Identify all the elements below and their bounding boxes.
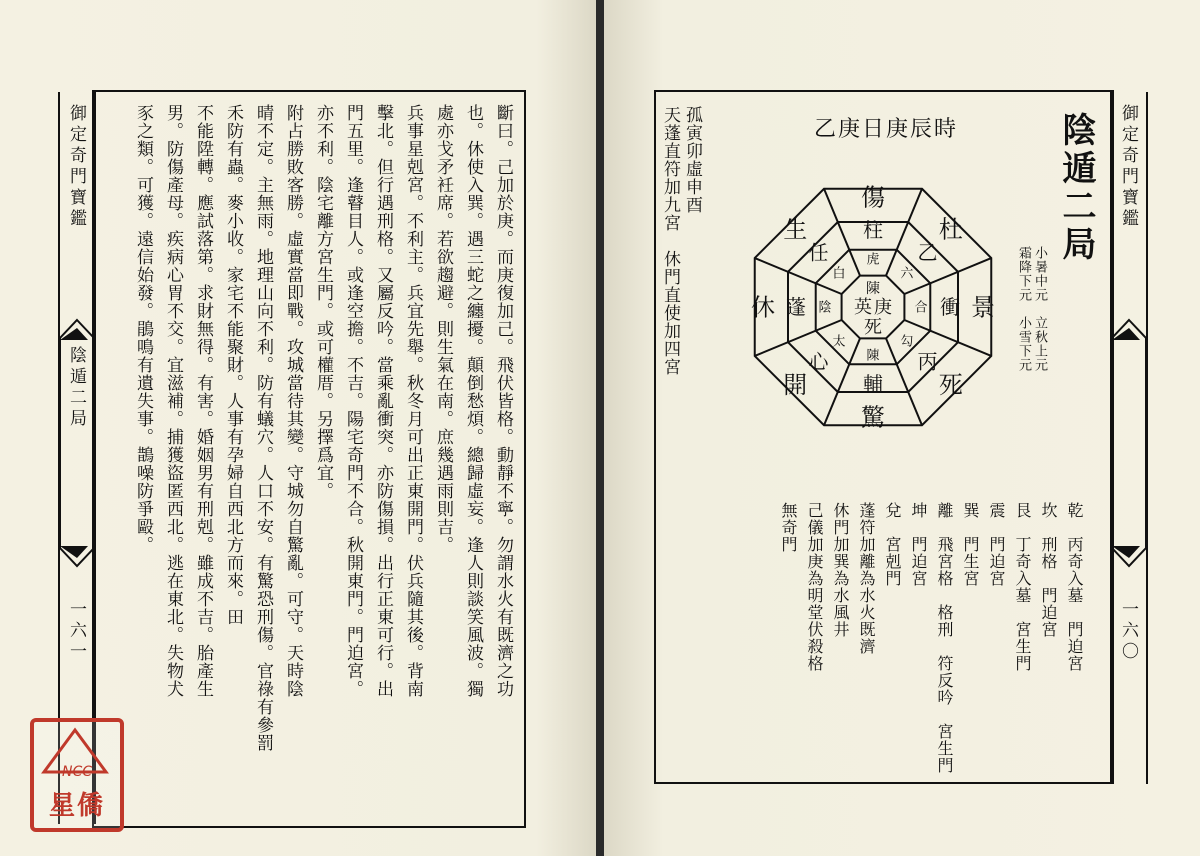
note-column: 己儀加庚為明堂伏殺格 [805, 502, 824, 672]
center-glyph: 英 [854, 297, 872, 318]
ring_outer-glyph: 開 [783, 371, 808, 400]
ring_inner-glyph: 六 [900, 266, 914, 282]
center-glyph: 庚 [874, 297, 892, 318]
ring_inner-glyph: 白 [832, 266, 846, 282]
text-column: 男。防傷產母。疾病心胃不交。宜滋補。捕獲盜匿西北。逃在東北。失物犬 [163, 104, 183, 698]
qimen-octagon-chart [738, 142, 1008, 472]
text-column: 附占勝敗客勝。虛實當即戰。攻城當待其變。守城勿自驚亂。可守。天時陰 [283, 104, 303, 698]
page-number-right: 一六〇 [1118, 600, 1138, 663]
text-column: 豕之類。可獲。遠信始發。鵑鳴有遺失事。鵲噪防爭毆。 [133, 104, 153, 554]
ring_outer-glyph: 景 [971, 293, 995, 322]
publisher-seal: NCC 星僑 [30, 718, 124, 832]
note-column: 震 門迫宮 [987, 502, 1006, 587]
note-column: 巽 門生宮 [961, 502, 980, 587]
note-column: 艮 丁奇入墓 宮生門 [1013, 502, 1032, 672]
note-column: 無奇門 [779, 502, 798, 553]
ring_mid-glyph: 蓬 [786, 295, 806, 319]
text-column: 也。休使入巽。遇三蛇之纏擾。顛倒愁煩。總歸虛妄。逢人則談笑風波。獨 [463, 104, 483, 698]
ring_outer-glyph: 傷 [861, 183, 885, 212]
note-column: 休門加巽為水風井 [831, 502, 850, 638]
ring_inner-glyph: 虎 [866, 252, 880, 268]
xun-empty-line: 孤寅卯虛申酉 [682, 106, 702, 214]
ring_inner-glyph: 太 [832, 334, 846, 350]
book-title-left: 御定奇門寶鑑 [66, 104, 86, 230]
diamond-divider-right-icon [1110, 318, 1148, 568]
text-column: 門五里。逢瞽目人。或逢空擔。不吉。陽宅奇門不合。秋開東門。門迫宮。 [343, 104, 363, 698]
note-column: 乾 丙奇入墓 門迫宮 [1065, 502, 1084, 672]
right-page [604, 0, 1200, 856]
ring_outer-glyph: 生 [783, 215, 808, 244]
ring_outer-glyph: 休 [751, 293, 775, 322]
ring_mid-glyph: 心 [808, 349, 829, 374]
chart-time-heading: 乙庚日庚辰時 [814, 117, 959, 142]
ring_mid-glyph: 丙 [917, 349, 938, 374]
ring_mid-glyph: 衝 [940, 295, 960, 319]
note-column: 坤 門迫宮 [909, 502, 928, 587]
ring_mid-glyph: 乙 [917, 240, 938, 265]
text-column: 處亦戈矛衽席。若欲趨避。則生氣在南。庶幾遇雨則吉。 [433, 104, 453, 554]
note-column: 蓬符加離為水火既濟 [857, 502, 876, 655]
center-glyph: 死 [864, 317, 882, 338]
text-column: 不能陞轉。應試落第。求財無得。有害。婚姻男有刑剋。雖成不吉。胎產生 [193, 104, 213, 698]
section-label-left: 陰遁二局 [66, 346, 86, 430]
text-column: 擊北。但行遇刑格。又屬反吟。當乘亂衝突。亦防傷損。出行正東可行。出 [373, 104, 393, 698]
note-column: 離 飛宮格 格刑 符反吟 宮生門 [935, 502, 954, 774]
ring_inner-glyph: 勾 [900, 334, 914, 350]
ring_outer-glyph: 驚 [861, 403, 885, 432]
note-column: 兌 宮剋門 [883, 502, 902, 587]
text-column: 亦不利。陰宅離方宮生門。或可權厝。另擇爲宜。 [313, 104, 333, 500]
text-column: 兵事星剋宮。不利主。兵宜先舉。秋冬月可出正東開門。伏兵隨其後。背南 [403, 104, 423, 698]
ring_outer-glyph: 死 [938, 371, 963, 400]
octagon-spoke [824, 338, 860, 425]
ring_mid-glyph: 柱 [863, 218, 883, 242]
book-title-right: 御定奇門寶鑑 [1118, 104, 1138, 230]
ring_mid-glyph: 任 [808, 240, 829, 265]
ring_outer-glyph: 杜 [938, 215, 963, 244]
octagon-spoke [824, 189, 860, 276]
ring_mid-glyph: 輔 [863, 372, 883, 396]
page-number-left: 一六一 [66, 600, 86, 663]
note-column: 坎 刑格 門迫宮 [1039, 502, 1058, 638]
left-text-frame [92, 90, 526, 828]
ring_inner-glyph: 陳 [866, 348, 880, 364]
center-glyph: 陳 [866, 281, 880, 297]
ring_inner-glyph: 陰 [818, 300, 832, 316]
ring_inner-glyph: 合 [914, 300, 928, 316]
solar-terms-2: 霜降下元 小雪下元 [1016, 246, 1031, 372]
text-column: 禾防有蟲。麥小收。家宅不能聚財。人事有孕婦自西北方而來。田 [223, 104, 243, 626]
left-page [0, 0, 596, 856]
chart-main-title: 陰遁二局 [1056, 112, 1096, 264]
text-column: 斷曰。己加於庚。而庚復加己。飛伏皆格。動靜不寧。勿謂水火有既濟之功 [493, 104, 513, 698]
text-column: 晴不定。主無雨。地理山向不利。防有蟻穴。人口不安。有驚恐刑傷。官祿有參罰 [253, 104, 273, 752]
zhifu-zhishi-line: 天蓬直符加九宮 休門直使加四宮 [660, 106, 680, 376]
solar-terms-1: 小暑中元 立秋上元 [1032, 246, 1047, 372]
